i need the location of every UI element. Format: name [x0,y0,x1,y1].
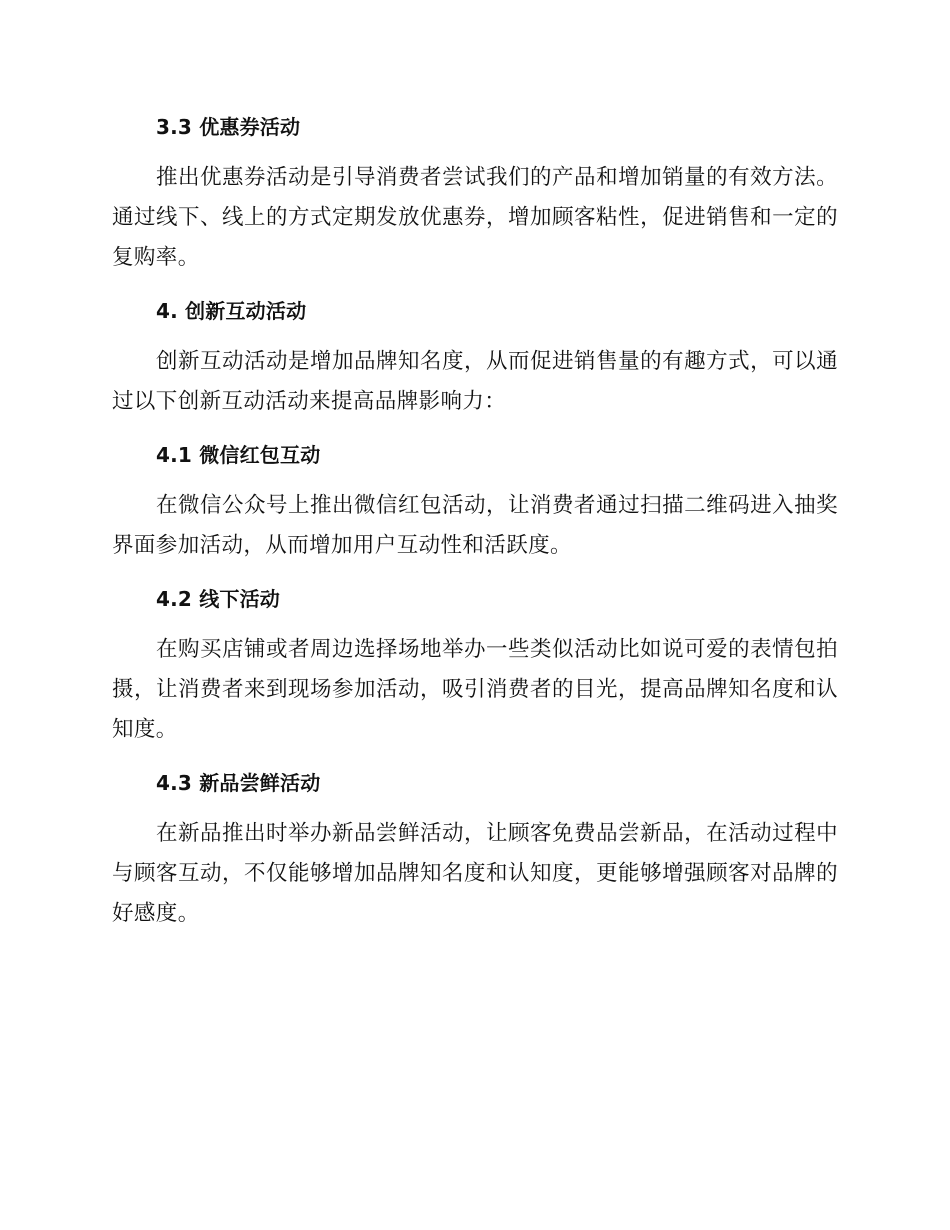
section-paragraph-coupon: 推出优惠券活动是引导消费者尝试我们的产品和增加销量的有效方法。通过线下、线上的方式定期发放优惠券，增加顾客粘性，促进销售和一定的复购率。 [112,165,838,270]
section-paragraph-new-product: 在新品推出时举办新品尝鲜活动，让顾客免费品尝新品，在活动过程中与顾客互动，不仅能够增加品牌知名度和认知度，更能够增强顾客对品牌的好感度。 [112,821,838,926]
section-paragraph-offline: 在购买店铺或者周边选择场地举办一些类似活动比如说可爱的表情包拍摄，让消费者来到现场参加活动，吸引消费者的目光，提高品牌知名度和认知度。 [112,637,838,742]
section-heading-offline: 4.2 线下活动 [156,587,280,611]
section-heading-coupon: 3.3 优惠券活动 [156,115,301,139]
section-paragraph-wechat: 在微信公众号上推出微信红包活动，让消费者通过扫描二维码进入抽奖界面参加活动，从而增加用户互动性和活跃度。 [112,493,838,558]
section-heading-interactive: 4. 创新互动活动 [156,299,307,323]
section-heading-wechat: 4.1 微信红包互动 [156,443,321,467]
section-heading-new-product: 4.3 新品尝鲜活动 [156,771,321,795]
section-paragraph-interactive: 创新互动活动是增加品牌知名度，从而促进销售量的有趣方式，可以通过以下创新互动活动来提高品牌影响力： [112,349,838,414]
